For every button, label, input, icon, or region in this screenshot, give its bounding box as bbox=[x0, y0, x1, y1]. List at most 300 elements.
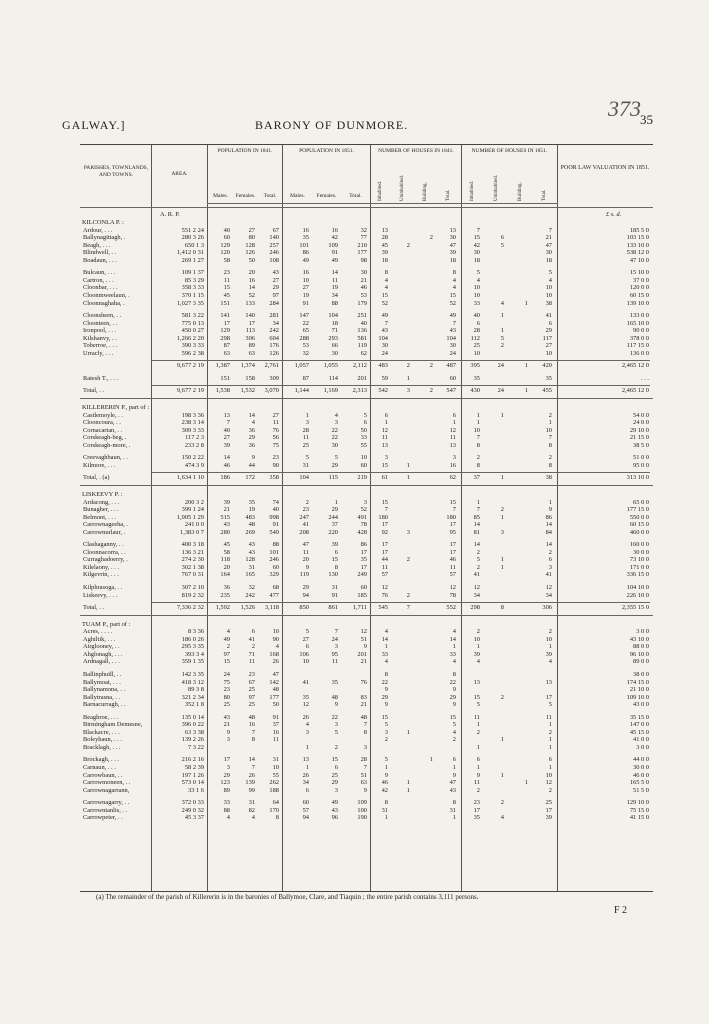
table-row-cell: 24 bbox=[449, 349, 456, 357]
table-row-cell: 246 bbox=[269, 556, 279, 564]
table-row-cell: 29 bbox=[223, 771, 230, 779]
table-row-cell: 104 10 0 bbox=[626, 584, 649, 591]
table-row-cell: 3 bbox=[363, 743, 367, 751]
table-row-cell: 293 bbox=[328, 334, 338, 342]
table-row-name: Ardour, . . . bbox=[83, 226, 113, 234]
table-row-cell: 83 bbox=[360, 693, 367, 701]
table-row-name: Ballytrasna, . . bbox=[83, 693, 121, 701]
table-row-cell: 176 bbox=[269, 342, 279, 350]
table-row-cell: 9 bbox=[305, 563, 309, 571]
table-row-name: Blindwell, . . bbox=[83, 249, 117, 257]
table-row-cell: 1 bbox=[500, 312, 504, 320]
table-row-cell: 11 bbox=[331, 658, 338, 666]
total-row-cell: 62 bbox=[449, 474, 456, 482]
table-row-cell: 58 bbox=[223, 548, 230, 556]
table-row-cell: 306 bbox=[245, 334, 255, 342]
table-row-cell: 41 bbox=[302, 678, 309, 686]
table-row-cell: 25 bbox=[248, 701, 255, 709]
table-row-cell: 26 bbox=[302, 771, 309, 779]
table-row-cell: 23 bbox=[272, 454, 279, 462]
table-row-cell: 477 bbox=[269, 591, 279, 599]
total-row-cell: 455 bbox=[542, 387, 552, 395]
table-row-cell: 136 bbox=[357, 327, 367, 335]
table-row-cell: 288 bbox=[299, 334, 309, 342]
table-row-cell: 2 bbox=[500, 506, 504, 514]
table-row-cell: 9 bbox=[452, 686, 456, 694]
table-row-cell: 49 bbox=[223, 635, 230, 643]
table-row-cell: 48 bbox=[331, 693, 338, 701]
total-row-cell: 545 bbox=[378, 604, 388, 612]
table-row-cell: 188 bbox=[269, 786, 279, 794]
table-row-cell: 43 bbox=[272, 269, 279, 277]
table-row-cell: 307 2 10 bbox=[181, 584, 204, 591]
total-row-cell: 104 bbox=[299, 474, 309, 482]
table-row-cell: 86 bbox=[545, 513, 552, 521]
table-row-cell: 43 bbox=[449, 786, 456, 794]
table-row-cell: 38 bbox=[545, 299, 552, 307]
table-row-cell: 20 bbox=[248, 269, 255, 277]
table-row-cell: 3 0 0 bbox=[636, 743, 649, 751]
table-row-cell: 180 bbox=[378, 513, 388, 521]
table-row-cell: 150 2 22 bbox=[181, 454, 204, 462]
table-row-name: Creevaghbaun, . . bbox=[83, 454, 128, 462]
table-row-name: Kilphrasoga, . . bbox=[83, 584, 123, 591]
table-row-cell: 45 15 0 bbox=[629, 728, 649, 736]
table-row-cell: 27 bbox=[272, 276, 279, 284]
table-row-cell: 4 bbox=[384, 284, 388, 292]
table-row-cell: 49 bbox=[331, 256, 338, 264]
table-row-cell: 133 bbox=[245, 299, 255, 307]
table-row-cell: 57 bbox=[302, 806, 309, 814]
table-row-cell: 12 bbox=[381, 426, 388, 434]
table-row-cell: 2 bbox=[384, 736, 388, 744]
table-row-cell: 5 bbox=[548, 269, 552, 277]
table-row-cell: 10 bbox=[473, 284, 480, 292]
table-row-cell: 1,383 0 7 bbox=[180, 528, 204, 536]
table-row-cell: 128 bbox=[245, 241, 255, 249]
table-row-cell: 35 bbox=[302, 234, 309, 242]
table-row-name: Cloonteen, . . bbox=[83, 319, 118, 327]
table-row-cell: 39 bbox=[223, 498, 230, 506]
table-row-cell: 75 bbox=[272, 441, 279, 449]
table-row-name: Aghiltik, . . . bbox=[83, 635, 116, 643]
table-row-cell: 89 bbox=[248, 342, 255, 350]
extra-row-cell: 158 bbox=[245, 374, 255, 382]
table-row-cell: 16 bbox=[449, 461, 456, 469]
table-row-cell: 50 bbox=[248, 256, 255, 264]
table-row-cell: 136 3 21 bbox=[181, 548, 204, 556]
table-row-cell: 1 bbox=[476, 743, 480, 751]
table-row-cell: 86 bbox=[302, 249, 309, 257]
table-row-cell: 34 bbox=[272, 319, 279, 327]
table-row-cell: 60 bbox=[302, 799, 309, 807]
table-row-cell: 74 bbox=[272, 498, 279, 506]
table-row-cell: 1 bbox=[500, 411, 504, 419]
table-row-cell: 284 bbox=[269, 299, 279, 307]
table-row-cell: 96 10 0 bbox=[629, 650, 649, 658]
table-row-cell: 35 bbox=[473, 814, 480, 822]
sub-total-1841: Total. bbox=[263, 193, 277, 199]
table-row-cell: 52 bbox=[381, 299, 388, 307]
table-row-cell: 249 bbox=[357, 571, 367, 579]
table-row-cell: 165 5 0 bbox=[629, 779, 649, 787]
table-row-cell: 88 bbox=[272, 541, 279, 549]
table-row-cell: 29 bbox=[248, 434, 255, 442]
table-row-cell: 60 bbox=[360, 461, 367, 469]
total-row-cell: 1,526 bbox=[240, 604, 255, 612]
table-row-cell: 16 bbox=[302, 226, 309, 234]
table-row-cell: 4 bbox=[548, 658, 552, 666]
table-row-name: Bulcaun, . . . bbox=[83, 269, 116, 277]
table-row-cell: 4 bbox=[476, 658, 480, 666]
table-row-cell: 2 bbox=[476, 454, 480, 462]
table-row-cell: 135 0 14 bbox=[181, 713, 204, 721]
table-row-cell: 5 bbox=[476, 701, 480, 709]
table-row-cell: 104 bbox=[446, 334, 456, 342]
table-row-name: Ballymoat, . . . bbox=[83, 678, 121, 686]
table-row-cell: 147 bbox=[299, 312, 309, 320]
table-row-cell: 7 bbox=[384, 319, 388, 327]
table-row-cell: 43 0 0 bbox=[633, 701, 649, 709]
table-row-cell: 1 bbox=[500, 556, 504, 564]
total-row-cell: 1 bbox=[500, 474, 504, 482]
table-row-cell: 11 bbox=[381, 563, 388, 571]
table-row-cell: 5 bbox=[476, 269, 480, 277]
table-row-cell: 3 0 0 bbox=[636, 628, 649, 636]
table-row-cell: 34 bbox=[331, 291, 338, 299]
table-row-cell: 2 bbox=[251, 643, 255, 651]
table-row-cell: 1 bbox=[548, 498, 552, 506]
table-row-cell: 71 bbox=[331, 327, 338, 335]
table-row-cell: 128 bbox=[245, 556, 255, 564]
table-row-cell: 998 bbox=[269, 513, 279, 521]
table-row-cell: 65 bbox=[302, 327, 309, 335]
table-row-cell: 269 1 27 bbox=[181, 256, 204, 264]
table-row-cell: 6 bbox=[305, 643, 309, 651]
table-row-cell: 17 bbox=[360, 563, 367, 571]
table-row-cell: 84 bbox=[545, 528, 552, 536]
table-row-cell: 10 bbox=[473, 349, 480, 357]
table-row-cell: 8 bbox=[251, 736, 255, 744]
subtotal-row-cell: 483 bbox=[378, 362, 388, 370]
table-row-cell: 5 bbox=[452, 721, 456, 729]
table-row-name: Ardacong, . . . bbox=[83, 498, 120, 506]
table-row-cell: 14 bbox=[545, 541, 552, 549]
table-row-cell: 48 bbox=[360, 713, 367, 721]
table-row-cell: 551 2 24 bbox=[181, 226, 204, 234]
table-row-cell: 32 bbox=[248, 584, 255, 591]
table-row-cell: 251 bbox=[357, 312, 367, 320]
table-row-cell: 11 bbox=[545, 713, 552, 721]
table-row-cell: 99 bbox=[248, 786, 255, 794]
table-row-cell: 226 10 0 bbox=[626, 591, 649, 599]
table-row-cell: 97 bbox=[272, 291, 279, 299]
table-row-cell: 4 bbox=[452, 628, 456, 636]
table-row-cell: 46 bbox=[449, 556, 456, 564]
table-row-cell: 43 bbox=[248, 541, 255, 549]
table-row-cell: 1 bbox=[305, 743, 309, 751]
table-row-cell: 133 10 0 bbox=[626, 241, 649, 249]
rule bbox=[152, 385, 650, 386]
table-row-cell: 2 bbox=[500, 799, 504, 807]
table-row-cell: 16 bbox=[272, 728, 279, 736]
table-row-cell: 1,905 1 29 bbox=[176, 513, 204, 521]
table-row-name: Cloonmweelaun, . bbox=[83, 291, 130, 299]
sub-inhabited-1841: Inhabited. bbox=[378, 180, 383, 201]
table-row-cell: 120 0 0 bbox=[629, 284, 649, 292]
table-row-cell: 60 bbox=[360, 584, 367, 591]
table-row-cell: 5 bbox=[548, 701, 552, 709]
table-row-cell: 16 bbox=[331, 226, 338, 234]
table-row-cell: 4 bbox=[275, 643, 279, 651]
table-row-cell: 27 bbox=[302, 635, 309, 643]
table-row-name: Clashaganny, . . bbox=[83, 541, 124, 549]
table-row-cell: 60 bbox=[223, 234, 230, 242]
table-row-cell: 39 bbox=[473, 650, 480, 658]
table-row-cell: 19 bbox=[302, 291, 309, 299]
table-row-cell: 4 bbox=[251, 419, 255, 427]
total-row-cell: 115 bbox=[328, 474, 338, 482]
table-row-cell: 21 10 0 bbox=[629, 686, 649, 694]
subtotal-row-cell: 1,387 bbox=[215, 362, 230, 370]
table-row-cell: 31 bbox=[302, 461, 309, 469]
table-row-cell: 90 0 0 bbox=[633, 327, 649, 335]
table-row-cell: 30 0 0 bbox=[633, 764, 649, 771]
extra-row-cell: 201 bbox=[357, 374, 367, 382]
total-row-cell: 37 bbox=[473, 474, 480, 482]
table-row-cell: 43 bbox=[381, 327, 388, 335]
table-row-cell: 126 bbox=[269, 349, 279, 357]
table-row-cell: 46 bbox=[381, 779, 388, 787]
table-row-cell: 6 bbox=[476, 756, 480, 764]
table-row-cell: 399 1 24 bbox=[181, 506, 204, 514]
table-row-cell: 4 bbox=[226, 628, 230, 636]
table-row-cell: 44 bbox=[381, 556, 388, 564]
table-row-cell: 6 bbox=[334, 764, 338, 771]
table-row-cell: 41 bbox=[545, 312, 552, 320]
table-row-cell: 8 bbox=[548, 461, 552, 469]
table-row-cell: 41 bbox=[545, 571, 552, 579]
table-row-cell: 91 bbox=[272, 713, 279, 721]
table-row-cell: 274 2 30 bbox=[181, 556, 204, 564]
table-row-cell: 51 bbox=[360, 635, 367, 643]
sub-total-houses-1851: Total. bbox=[542, 189, 547, 201]
table-row-cell: 428 bbox=[357, 528, 367, 536]
table-row-cell: 46 bbox=[223, 461, 230, 469]
table-row-cell: 174 15 0 bbox=[626, 678, 649, 686]
table-row-cell: 43 bbox=[331, 806, 338, 814]
table-row-cell: 1 bbox=[500, 736, 504, 744]
table-row-cell: 10 bbox=[302, 276, 309, 284]
table-row-cell: 14 bbox=[449, 635, 456, 643]
table-row-cell: 142 bbox=[269, 678, 279, 686]
table-row-cell: 17 bbox=[449, 521, 456, 529]
table-row-cell: 17 bbox=[360, 548, 367, 556]
table-row-cell: 581 bbox=[357, 334, 367, 342]
table-row-cell: 538 12 0 bbox=[626, 249, 649, 257]
table-row-cell: 23 bbox=[302, 506, 309, 514]
table-row-cell: 1 bbox=[305, 764, 309, 771]
table-row-cell: 15 10 0 bbox=[629, 269, 649, 277]
table-row-cell: 2 bbox=[548, 411, 552, 419]
table-row-cell: 2 bbox=[476, 628, 480, 636]
table-row-name: Carrowntanlis, . . bbox=[83, 806, 128, 814]
table-row-cell: 2 bbox=[548, 786, 552, 794]
table-row-cell: 133 0 0 bbox=[629, 312, 649, 320]
table-row-cell: 71 bbox=[248, 650, 255, 658]
sub-males-1851: Males. bbox=[290, 193, 305, 199]
table-row-cell: 8 bbox=[452, 799, 456, 807]
table-row-cell: 43 bbox=[223, 521, 230, 529]
table-row-cell: 57 bbox=[449, 571, 456, 579]
table-row-cell: 41 bbox=[302, 521, 309, 529]
table-row-cell: 87 bbox=[223, 342, 230, 350]
table-row-cell: 5 bbox=[500, 334, 504, 342]
table-row-cell: 39 bbox=[223, 441, 230, 449]
col-header-pop1841: POPULATION IN 1841. bbox=[217, 148, 273, 154]
total-row-cell: 7,336 2 32 bbox=[176, 604, 204, 612]
table-row-cell: 136 0 0 bbox=[629, 349, 649, 357]
extra-row-cell: 151 bbox=[220, 374, 230, 382]
table-row-cell: 3 bbox=[334, 643, 338, 651]
total-row-cell: 547 bbox=[446, 387, 456, 395]
table-row-cell: 24 bbox=[381, 349, 388, 357]
table-row-cell: 7 bbox=[548, 434, 552, 442]
table-row-cell: 185 bbox=[357, 591, 367, 599]
table-row-cell: 25 bbox=[545, 799, 552, 807]
sub-uninhabited-1851: Uninhabited. bbox=[494, 175, 499, 201]
table-row-cell: 106 bbox=[299, 650, 309, 658]
table-row-cell: 1,027 3 35 bbox=[176, 299, 204, 307]
table-row-cell: 49 bbox=[449, 312, 456, 320]
table-row-cell: 29 bbox=[545, 327, 552, 335]
table-row-cell: 37 bbox=[272, 721, 279, 729]
table-row-cell: 42 bbox=[473, 241, 480, 249]
table-row-cell: 96 bbox=[331, 814, 338, 822]
table-row-cell: 28 bbox=[381, 234, 388, 242]
table-row-cell: 25 bbox=[248, 686, 255, 694]
table-row-cell: 550 0 0 bbox=[629, 513, 649, 521]
table-row-cell: 4 bbox=[305, 721, 309, 729]
table-row-cell: 23 bbox=[473, 799, 480, 807]
table-row-cell: 63 3 38 bbox=[184, 728, 204, 736]
table-row-cell: 118 bbox=[220, 556, 230, 564]
table-row-cell: 47 bbox=[545, 241, 552, 249]
table-row-cell: 94 bbox=[302, 591, 309, 599]
table-row-cell: 20 bbox=[223, 563, 230, 571]
table-row-cell: 483 bbox=[245, 513, 255, 521]
table-row-cell: 82 bbox=[248, 806, 255, 814]
table-row-name: Bracklagh, . . . bbox=[83, 743, 121, 751]
table-row-cell: 27 bbox=[248, 226, 255, 234]
table-row-cell: 13 bbox=[381, 441, 388, 449]
rule bbox=[80, 398, 653, 399]
table-row-cell: 23 bbox=[223, 269, 230, 277]
table-row-cell: 604 bbox=[269, 334, 279, 342]
section-title: LISKEEVY P. : bbox=[82, 490, 123, 498]
table-row-cell: 1 bbox=[500, 513, 504, 521]
table-row-cell: 31 bbox=[248, 563, 255, 571]
table-row-name: Airglooney, . . bbox=[83, 643, 120, 651]
table-row-cell: 7 bbox=[363, 764, 367, 771]
table-row-cell: 75 bbox=[223, 678, 230, 686]
table-row-cell: 15 bbox=[381, 461, 388, 469]
table-row-cell: 596 2 38 bbox=[181, 349, 204, 357]
col-header-valuation: POOR LAW VALUATION IN 1851. bbox=[560, 165, 650, 171]
table-row-cell: 12 bbox=[473, 584, 480, 591]
table-row-cell: 3 bbox=[334, 721, 338, 729]
table-row-name: Urracly, . . . bbox=[83, 349, 114, 357]
table-row-cell: 9 bbox=[476, 771, 480, 779]
sub-females-1851: Females. bbox=[316, 193, 337, 199]
table-row-cell: 49 bbox=[381, 312, 388, 320]
table-row-cell: 108 bbox=[269, 256, 279, 264]
table-row-cell: 8 bbox=[363, 728, 367, 736]
table-row-name: Beaghroe, . . . bbox=[83, 713, 119, 721]
table-row-cell: 13 bbox=[449, 441, 456, 449]
table-row-cell: 29 bbox=[331, 506, 338, 514]
sub-total-1851: Total. bbox=[349, 193, 362, 199]
table-row-cell: 27 bbox=[272, 411, 279, 419]
table-row-cell: 208 bbox=[299, 528, 309, 536]
table-row-cell: 58 2 39 bbox=[184, 764, 204, 771]
total-row-cell: 186 bbox=[220, 474, 230, 482]
table-row-cell: 11 bbox=[473, 713, 480, 721]
page-number: 35 bbox=[640, 112, 653, 127]
subtotal-row-cell: 2,465 12 0 bbox=[621, 362, 649, 370]
table-row-cell: 4 bbox=[476, 276, 480, 284]
table-row-cell: 246 bbox=[269, 249, 279, 257]
table-row-cell: 12 bbox=[302, 701, 309, 709]
table-row-cell: 39 bbox=[331, 541, 338, 549]
table-row-cell: 33 bbox=[360, 434, 367, 442]
table-row-cell: 60 15 0 bbox=[629, 521, 649, 529]
table-row-cell: 120 bbox=[220, 249, 230, 257]
total-row-cell: 2 bbox=[429, 387, 433, 395]
table-row-cell: 104 bbox=[378, 334, 388, 342]
table-row-cell: 4 bbox=[384, 276, 388, 284]
table-row-cell: 15 bbox=[381, 291, 388, 299]
table-row-cell: 170 bbox=[269, 806, 279, 814]
table-row-cell: 13 bbox=[381, 226, 388, 234]
table-row-cell: 4 bbox=[384, 628, 388, 636]
table-row-cell: 15 bbox=[449, 291, 456, 299]
units-area: A. R. P. bbox=[160, 211, 180, 218]
total-row-cell: 850 bbox=[299, 604, 309, 612]
table-row-cell: 50 bbox=[360, 426, 367, 434]
table-row-cell: 2 bbox=[500, 693, 504, 701]
table-row-cell: 11 bbox=[272, 419, 279, 427]
table-row-cell: 55 bbox=[272, 771, 279, 779]
table-row-cell: 2 bbox=[406, 241, 410, 249]
table-row-cell: 52 bbox=[449, 299, 456, 307]
table-row-cell: 29 bbox=[331, 461, 338, 469]
table-row-cell: 18 bbox=[331, 319, 338, 327]
sub-females-1841: Females. bbox=[235, 193, 256, 199]
table-row-cell: 515 bbox=[220, 513, 230, 521]
table-row-cell: 12 bbox=[360, 628, 367, 636]
table-row-cell: 139 10 0 bbox=[626, 299, 649, 307]
table-row-cell: 35 bbox=[331, 678, 338, 686]
table-row-cell: 14 bbox=[248, 411, 255, 419]
handwritten-page-number: 373 bbox=[608, 96, 641, 121]
table-row-cell: 573 0 14 bbox=[181, 779, 204, 787]
table-row-cell: 22 bbox=[331, 713, 338, 721]
table-row-cell: 3 bbox=[548, 563, 552, 571]
table-row-cell: 15 bbox=[331, 556, 338, 564]
table-row-cell: 12 bbox=[545, 584, 552, 591]
table-row-cell: 180 bbox=[446, 513, 456, 521]
